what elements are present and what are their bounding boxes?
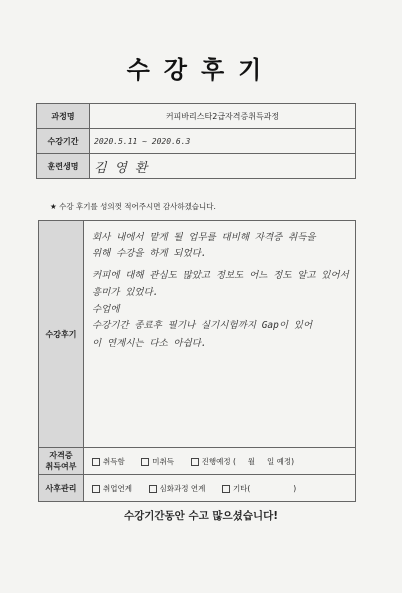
name-label: 훈련생명: [37, 154, 90, 179]
review-line: 수강기간 종료후 필기나 실기시험까지 Gap이 있어: [92, 320, 313, 331]
checkbox-icon[interactable]: [149, 485, 157, 493]
review-label: 수강후기: [39, 221, 84, 448]
review-line: 수업에: [92, 304, 120, 315]
review-row: [39, 221, 356, 448]
certification-options: [84, 448, 356, 475]
followup-row: [39, 475, 356, 502]
option-other[interactable]: 기타( ): [222, 483, 296, 494]
checkbox-icon[interactable]: [191, 458, 199, 466]
period-value[interactable]: 2020.5.11 ~ 2020.6.3: [90, 129, 356, 154]
option-advanced-course[interactable]: 심화과정 연계: [149, 483, 206, 494]
certification-label: 자격증 취득여부: [39, 448, 84, 475]
period-row: [37, 129, 356, 154]
option-scheduled[interactable]: 진행예정 ( 월 일 예정): [191, 456, 294, 467]
checkbox-icon[interactable]: [92, 485, 100, 493]
name-value[interactable]: 김 영 환: [90, 154, 356, 179]
review-line: 흥미가 있었다.: [92, 287, 159, 298]
name-row: [37, 154, 356, 179]
option-acquired[interactable]: 취득함: [92, 456, 125, 467]
page-title: 수강후기: [126, 55, 276, 84]
course-label: 과정명: [37, 104, 90, 129]
course-value: 커피바리스타2급자격증취득과정: [90, 104, 356, 129]
footer-message: 수강기간동안 수고 많으셨습니다!: [123, 510, 279, 522]
followup-label: 사후관리: [39, 475, 84, 502]
course-row: [37, 104, 356, 129]
review-line: 커피에 대해 관심도 많았고 정보도 어느 정도 알고 있어서: [92, 270, 349, 281]
checkbox-icon[interactable]: [92, 458, 100, 466]
option-not-acquired[interactable]: 미취득: [141, 456, 174, 467]
review-line: 위해 수강을 하게 되었다.: [92, 248, 207, 259]
review-content[interactable]: [84, 221, 356, 448]
notice-text: ★ 수강 후기를 성의껏 적어주시면 감사하겠습니다.: [50, 202, 216, 211]
review-table: [38, 220, 356, 502]
certification-row: [39, 448, 356, 475]
checkbox-icon[interactable]: [141, 458, 149, 466]
checkbox-icon[interactable]: [222, 485, 230, 493]
followup-options: [84, 475, 356, 502]
review-line: 회사 내에서 맡게 될 업무를 대비해 자격증 취득을: [92, 232, 316, 243]
option-employment[interactable]: 취업연계: [92, 483, 132, 494]
info-table: [36, 103, 356, 179]
period-label: 수강기간: [37, 129, 90, 154]
review-line: 이 연계시는 다소 아쉽다.: [92, 338, 207, 349]
